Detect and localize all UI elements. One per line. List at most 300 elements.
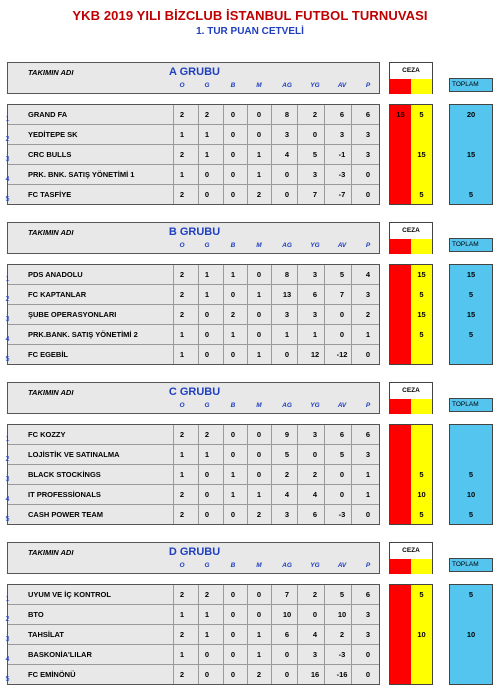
stat-o: 2 [179,290,185,299]
group-name: C GRUBU [168,386,221,398]
toplam-column [449,584,493,685]
team-name: FC KOZZY [28,430,66,439]
row-number: 4 [5,174,10,183]
ceza-column [389,104,433,205]
group-header [7,222,380,254]
stat-o: 1 [179,130,185,139]
stat-o: 2 [179,310,185,319]
table-row [5,105,379,125]
stat-g: 0 [204,490,210,499]
stat-g: 0 [204,170,210,179]
column-header-ag: AG [282,242,292,249]
row-number: 1 [5,594,10,603]
group-4 [0,542,500,692]
ceza-red-column [390,265,411,364]
stat-ag: 9 [284,430,290,439]
column-header-av: AV [337,562,347,569]
stat-ag: 0 [284,170,290,179]
stat-yg: 3 [312,650,318,659]
toplam-header: TOPLAM [449,398,493,412]
group-name: B GRUBU [168,226,221,238]
stat-yg: 3 [312,270,318,279]
stat-ag: 10 [282,610,292,619]
ceza-red-swatch [390,239,411,254]
table-row [5,485,379,505]
standings-table [7,104,380,205]
table-row [5,665,379,685]
stat-m: 0 [256,590,262,599]
toplam-value: 5 [468,590,474,599]
column-header-av: AV [337,82,347,89]
stat-m: 2 [256,510,262,519]
stat-yg: 0 [312,130,318,139]
stat-g: 0 [204,650,210,659]
stat-av: -3 [338,650,346,659]
stat-b: 0 [230,610,236,619]
stat-p: 1 [365,490,371,499]
ceza-yellow-value: 5 [419,190,424,199]
column-header-b: B [230,242,236,249]
stat-o: 1 [179,610,185,619]
stat-yg: 3 [312,430,318,439]
team-name: BLACK STOCKİNGS [28,470,101,479]
stat-yg: 2 [312,110,318,119]
stat-b: 0 [230,170,236,179]
stat-yg: 4 [312,630,318,639]
stat-ag: 7 [284,590,290,599]
team-name: CRC BULLS [28,150,72,159]
stat-av: 5 [339,450,345,459]
stat-ag: 3 [284,130,290,139]
column-header-g: G [204,562,210,569]
stat-av: 0 [339,470,345,479]
group-3 [0,382,500,532]
stat-av: 6 [339,110,345,119]
toplam-value: 15 [466,310,476,319]
stat-o: 1 [179,330,185,339]
table-row [5,465,379,485]
stat-yg: 7 [312,190,318,199]
ceza-red-column [390,425,411,524]
ceza-column [389,264,433,365]
stat-p: 6 [365,110,371,119]
toplam-header: TOPLAM [449,558,493,572]
toplam-value: 5 [468,190,474,199]
stat-m: 2 [256,190,262,199]
ceza-red-value: 15 [396,110,405,119]
stat-g: 0 [204,670,210,679]
stat-b: 1 [230,490,236,499]
row-number: 4 [5,494,10,503]
team-name: FC KAPTANLAR [28,290,87,299]
stat-p: 3 [365,630,371,639]
stat-b: 1 [230,330,236,339]
stat-b: 0 [230,450,236,459]
ceza-red-column [390,585,411,684]
team-name: TAHSİLAT [28,630,64,639]
group-header [7,382,380,414]
ceza-yellow-value: 5 [419,590,424,599]
table-row [5,185,379,205]
team-name: GRAND FA [28,110,68,119]
stat-m: 1 [256,490,262,499]
column-header-yg: YG [310,402,320,409]
stat-av: -3 [338,170,346,179]
ceza-yellow-value: 5 [419,290,424,299]
stat-b: 0 [230,510,236,519]
column-header-p: P [365,562,371,569]
stat-ag: 0 [284,650,290,659]
stat-p: 0 [365,170,371,179]
stat-p: 6 [365,590,371,599]
stat-av: 0 [339,310,345,319]
team-name: YEDİTEPE SK [28,130,78,139]
toplam-value: 15 [466,270,476,279]
ceza-red-swatch [390,79,411,94]
stat-p: 3 [365,450,371,459]
stat-o: 1 [179,650,185,659]
column-header-b: B [230,82,236,89]
stat-g: 0 [204,190,210,199]
team-name: FC EMİNÖNÜ [28,670,76,679]
ceza-column [389,584,433,685]
toplam-value: 5 [468,290,474,299]
team-name: FC EGEBİL [28,350,69,359]
column-header-o: O [179,562,185,569]
column-header-g: G [204,402,210,409]
toplam-value: 10 [466,630,476,639]
stat-yg: 2 [312,590,318,599]
column-header-yg: YG [310,242,320,249]
stat-ag: 8 [284,110,290,119]
stat-ag: 0 [284,190,290,199]
toplam-header: TOPLAM [449,238,493,252]
row-number: 4 [5,654,10,663]
ceza-label: CEZA [390,63,432,79]
standings-table [7,264,380,365]
group-2 [0,222,500,372]
column-header-m: M [256,82,262,89]
table-row [5,625,379,645]
stat-m: 2 [256,670,262,679]
table-row [5,285,379,305]
stat-g: 0 [204,330,210,339]
table-row [5,145,379,165]
column-header-m: M [256,242,262,249]
ceza-yellow-value: 5 [419,470,424,479]
stat-yg: 0 [312,610,318,619]
stat-g: 0 [204,350,210,359]
ceza-yellow-value: 10 [417,630,426,639]
team-name: BASKONİA'LILAR [28,650,92,659]
stat-b: 0 [230,190,236,199]
stat-o: 1 [179,170,185,179]
stat-o: 2 [179,670,185,679]
toplam-value: 15 [466,150,476,159]
stat-p: 3 [365,130,371,139]
stat-av: 2 [339,630,345,639]
stat-ag: 13 [282,290,292,299]
stat-m: 1 [256,170,262,179]
team-name: UYUM VE İÇ KONTROL [28,590,111,599]
row-number: 4 [5,334,10,343]
team-column-header: TAKIMIN ADI [28,548,74,557]
stat-o: 2 [179,150,185,159]
stat-yg: 4 [312,490,318,499]
stat-ag: 2 [284,470,290,479]
stat-o: 2 [179,110,185,119]
stat-av: -1 [338,150,346,159]
stat-ag: 5 [284,450,290,459]
page-title: YKB 2019 YILI BİZCLUB İSTANBUL FUTBOL TURNUVASI [72,8,428,23]
stat-g: 1 [204,610,210,619]
stat-m: 0 [256,450,262,459]
stat-g: 1 [204,450,210,459]
team-name: IT PROFESSİONALS [28,490,101,499]
group-header [7,62,380,94]
toplam-value: 5 [468,510,474,519]
ceza-label: CEZA [390,383,432,399]
stat-p: 0 [365,190,371,199]
standings-table [7,424,380,525]
stat-o: 2 [179,190,185,199]
ceza-header [389,222,433,254]
stat-av: -12 [336,350,348,359]
stat-p: 3 [365,290,371,299]
column-header-m: M [256,402,262,409]
team-column-header: TAKIMIN ADI [28,68,74,77]
stat-yg: 2 [312,470,318,479]
stat-b: 0 [230,110,236,119]
stat-av: 0 [339,490,345,499]
table-row [5,265,379,285]
column-header-o: O [179,402,185,409]
ceza-yellow-value: 5 [419,110,424,119]
stat-p: 1 [365,470,371,479]
ceza-yellow-swatch [411,239,432,254]
column-header-yg: YG [310,562,320,569]
column-header-ag: AG [282,82,292,89]
stat-g: 0 [204,510,210,519]
stat-b: 0 [230,670,236,679]
team-name: FC TASFİYE [28,190,72,199]
toplam-value: 5 [468,330,474,339]
stat-ag: 4 [284,150,290,159]
group-header [7,542,380,574]
stat-p: 0 [365,350,371,359]
stat-av: -16 [336,670,348,679]
stat-b: 0 [230,630,236,639]
stat-p: 2 [365,310,371,319]
stat-m: 1 [256,350,262,359]
row-number: 5 [5,514,10,523]
team-name: PRK.BANK. SATIŞ YÖNETİMİ 2 [28,330,138,339]
stat-p: 0 [365,650,371,659]
stat-g: 0 [204,310,210,319]
stat-yg: 1 [312,330,318,339]
row-number: 2 [5,134,10,143]
column-header-av: AV [337,402,347,409]
page-subtitle: 1. TUR PUAN CETVELİ [196,26,304,37]
ceza-yellow-value: 15 [417,270,426,279]
stat-b: 0 [230,430,236,439]
row-number: 3 [5,634,10,643]
table-row [5,125,379,145]
ceza-header [389,382,433,414]
ceza-red-column [390,105,411,204]
stat-ag: 3 [284,510,290,519]
ceza-yellow-value: 5 [419,330,424,339]
stat-yg: 6 [312,290,318,299]
table-row [5,505,379,525]
stat-b: 1 [230,270,236,279]
stat-p: 0 [365,670,371,679]
stat-g: 2 [204,430,210,439]
stat-b: 0 [230,350,236,359]
team-name: LOJİSTİK VE SATINALMA [28,450,120,459]
stat-yg: 0 [312,450,318,459]
stat-av: 0 [339,330,345,339]
team-name: PRK. BNK. SATIŞ YÖNETİMİ 1 [28,170,135,179]
stat-m: 0 [256,470,262,479]
ceza-label: CEZA [390,223,432,239]
ceza-yellow-swatch [411,399,432,414]
ceza-yellow-swatch [411,79,432,94]
stat-m: 0 [256,310,262,319]
column-header-av: AV [337,242,347,249]
team-name: PDS ANADOLU [28,270,83,279]
stat-yg: 16 [310,670,320,679]
team-name: ŞUBE OPERASYONLARI [28,310,117,319]
stat-o: 2 [179,630,185,639]
stat-ag: 0 [284,350,290,359]
toplam-column [449,264,493,365]
toplam-value: 20 [466,110,476,119]
row-number: 1 [5,434,10,443]
stat-o: 1 [179,470,185,479]
stat-m: 0 [256,430,262,439]
stat-b: 0 [230,130,236,139]
stat-p: 3 [365,150,371,159]
column-header-ag: AG [282,402,292,409]
column-header-g: G [204,242,210,249]
stat-o: 2 [179,490,185,499]
stat-g: 2 [204,590,210,599]
team-name: CASH POWER TEAM [28,510,103,519]
column-header-p: P [365,82,371,89]
stat-ag: 3 [284,310,290,319]
stat-o: 2 [179,510,185,519]
stat-m: 1 [256,290,262,299]
stat-av: -7 [338,190,346,199]
stat-av: 5 [339,590,345,599]
row-number: 2 [5,614,10,623]
team-name: BTO [28,610,44,619]
column-header-o: O [179,242,185,249]
stat-av: -3 [338,510,346,519]
table-row [5,305,379,325]
stat-g: 1 [204,150,210,159]
row-number: 3 [5,474,10,483]
stat-m: 0 [256,110,262,119]
stat-b: 1 [230,470,236,479]
stat-b: 0 [230,650,236,659]
stat-o: 2 [179,430,185,439]
table-row [5,605,379,625]
ceza-red-swatch [390,559,411,574]
table-row [5,445,379,465]
stat-ag: 6 [284,630,290,639]
stat-o: 2 [179,590,185,599]
group-name: A GRUBU [169,66,220,78]
column-header-ag: AG [282,562,292,569]
ceza-label: CEZA [390,543,432,559]
column-header-p: P [365,242,371,249]
stat-m: 0 [256,330,262,339]
stat-m: 0 [256,610,262,619]
table-row [5,425,379,445]
stat-m: 1 [256,150,262,159]
stat-ag: 4 [284,490,290,499]
stat-g: 1 [204,290,210,299]
row-number: 5 [5,674,10,683]
group-1 [0,62,500,212]
stat-m: 0 [256,270,262,279]
team-column-header: TAKIMIN ADI [28,388,74,397]
standings-table [7,584,380,685]
row-number: 1 [5,114,10,123]
table-row [5,585,379,605]
stat-yg: 5 [312,150,318,159]
stat-g: 0 [204,470,210,479]
toplam-column [449,104,493,205]
row-number: 1 [5,274,10,283]
stat-p: 6 [365,430,371,439]
stat-av: 5 [339,270,345,279]
stat-g: 1 [204,630,210,639]
stat-av: 6 [339,430,345,439]
toplam-header: TOPLAM [449,78,493,92]
row-number: 2 [5,294,10,303]
stat-yg: 3 [312,170,318,179]
stat-yg: 12 [310,350,320,359]
stat-p: 3 [365,610,371,619]
column-header-o: O [179,82,185,89]
stat-o: 1 [179,450,185,459]
ceza-yellow-swatch [411,559,432,574]
table-row [5,165,379,185]
ceza-yellow-value: 5 [419,510,424,519]
stat-av: 10 [337,610,347,619]
stat-yg: 3 [312,310,318,319]
stat-b: 0 [230,590,236,599]
row-number: 2 [5,454,10,463]
row-number: 3 [5,314,10,323]
stat-p: 4 [365,270,371,279]
ceza-column [389,424,433,525]
column-header-p: P [365,402,371,409]
group-name: D GRUBU [168,546,221,558]
table-row [5,645,379,665]
stat-b: 0 [230,290,236,299]
row-number: 5 [5,354,10,363]
ceza-yellow-value: 15 [417,310,426,319]
column-header-yg: YG [310,82,320,89]
row-number: 5 [5,194,10,203]
stat-av: 7 [339,290,345,299]
row-number: 3 [5,154,10,163]
ceza-red-swatch [390,399,411,414]
